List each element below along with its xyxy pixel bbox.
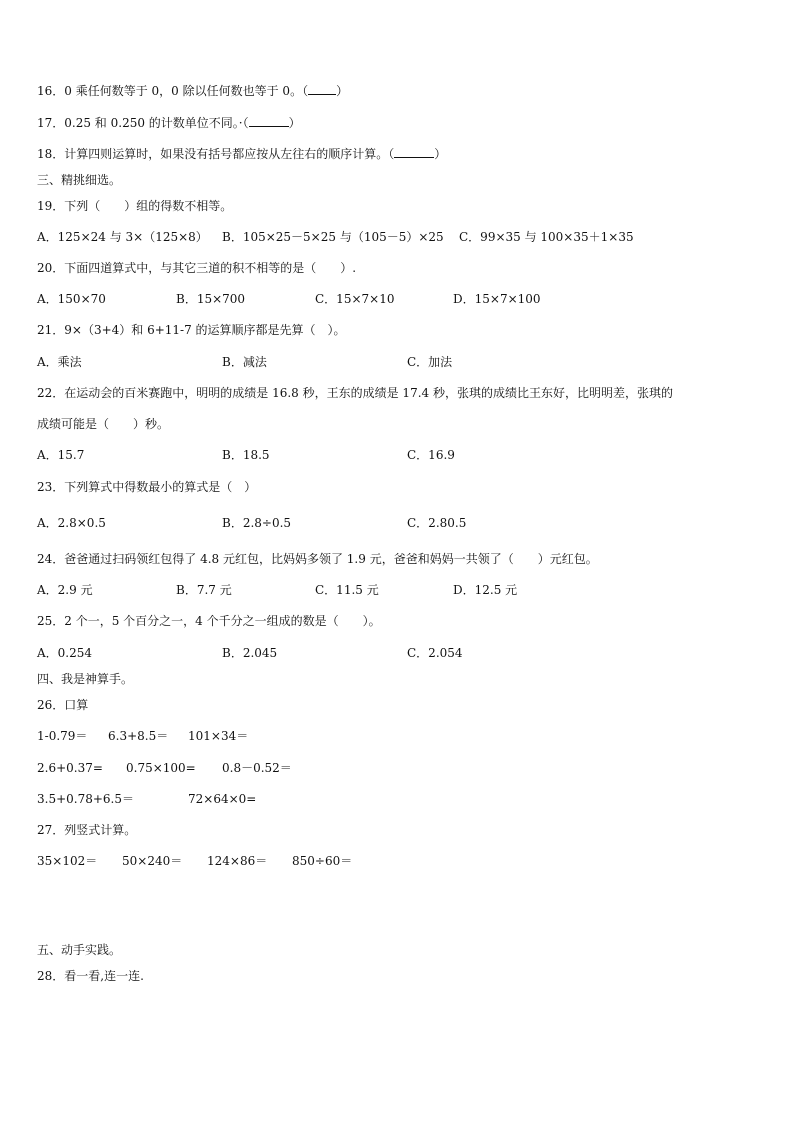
q20-option-d[interactable]: D．15×7×100 <box>453 292 541 306</box>
question-20-stem: 20．下面四道算式中，与其它三道的积不相等的是（ ）. <box>37 261 357 275</box>
question-18-text: 18．计算四则运算时，如果没有括号都应按从左往右的顺序计算。（ <box>37 147 395 161</box>
q24-option-c[interactable]: C．11.5 元 <box>315 583 379 597</box>
answer-blank[interactable] <box>249 115 289 127</box>
q20-option-c[interactable]: C．15×7×10 <box>315 292 395 306</box>
q19-option-b[interactable]: B．105×25－5×25 与（105－5）×25 <box>222 230 444 244</box>
q19-option-a[interactable]: A．125×24 与 3×（125×8） <box>37 230 208 244</box>
q24-option-a[interactable]: A．2.9 元 <box>37 583 93 597</box>
q20-option-b[interactable]: B．15×700 <box>176 292 246 306</box>
q19-option-c[interactable]: C．99×35 与 100×35＋1×35 <box>459 230 634 244</box>
section-5-heading: 五、动手实践。 <box>37 943 122 957</box>
question-22-stem-line1: 22．在运动会的百米赛跑中，明明的成绩是 16.8 秒，王东的成绩是 17.4 秒，张琪的成绩比王东好，比明明差，张琪的 <box>37 386 673 400</box>
q23-option-a[interactable]: A．2.8×0.5 <box>37 516 106 530</box>
q25-option-b[interactable]: B．2.045 <box>222 646 278 660</box>
oral-calc-item: 0.8－0.52＝ <box>222 761 292 775</box>
question-26-stem: 26．口算 <box>37 698 89 712</box>
vertical-calc-item: 35×102＝ <box>37 854 98 868</box>
question-16-close: ） <box>336 84 349 98</box>
question-22-stem-line2: 成绩可能是（ ）秒。 <box>37 417 170 431</box>
q24-option-d[interactable]: D．12.5 元 <box>453 583 518 597</box>
vertical-calc-item: 850÷60＝ <box>292 854 353 868</box>
question-17-close: ） <box>288 116 301 130</box>
q22-option-a[interactable]: A．15.7 <box>37 448 85 462</box>
question-18-close: ） <box>434 147 447 161</box>
question-24-stem: 24．爸爸通过扫码领红包得了 4.8 元红包，比妈妈多领了 1.9 元，爸爸和妈妈一共领了（ ）元红包。 <box>37 552 598 566</box>
q21-option-a[interactable]: A．乘法 <box>37 355 82 369</box>
question-18 <box>37 146 446 162</box>
oral-calc-item: 72×64×0= <box>188 792 257 806</box>
question-17 <box>37 115 301 131</box>
q24-option-b[interactable]: B．7.7 元 <box>176 583 232 597</box>
q21-option-c[interactable]: C．加法 <box>407 355 453 369</box>
question-16 <box>37 83 348 99</box>
q25-option-a[interactable]: A．0.254 <box>37 646 93 660</box>
oral-calc-item: 0.75×100= <box>126 761 196 775</box>
q23-option-c[interactable]: C．2.80.5 <box>407 516 467 530</box>
oral-calc-item: 101×34＝ <box>188 729 249 743</box>
question-17-text: 17．0.25 和 0.250 的计数单位不同。·（ <box>37 116 249 130</box>
q25-option-c[interactable]: C．2.054 <box>407 646 463 660</box>
question-27-stem: 27．列竖式计算。 <box>37 823 137 837</box>
answer-blank[interactable] <box>394 146 434 158</box>
q22-option-c[interactable]: C．16.9 <box>407 448 455 462</box>
question-21-stem: 21．9×（3+4）和 6+11-7 的运算顺序都是先算（ ）。 <box>37 323 346 337</box>
oral-calc-item: 6.3+8.5＝ <box>108 729 169 743</box>
oral-calc-item: 3.5+0.78+6.5＝ <box>37 792 134 806</box>
question-23-stem: 23．下列算式中得数最小的算式是（ ） <box>37 480 257 494</box>
oral-calc-item: 1-0.79＝ <box>37 729 88 743</box>
question-16-text: 16．0 乘任何数等于 0，0 除以任何数也等于 0。（ <box>37 84 309 98</box>
section-4-heading: 四、我是神算手。 <box>37 672 134 686</box>
section-3-heading: 三、精挑细选。 <box>37 173 122 187</box>
vertical-calc-item: 50×240＝ <box>122 854 183 868</box>
q21-option-b[interactable]: B．减法 <box>222 355 267 369</box>
q22-option-b[interactable]: B．18.5 <box>222 448 270 462</box>
q23-option-b[interactable]: B．2.8÷0.5 <box>222 516 292 530</box>
oral-calc-item: 2.6+0.37= <box>37 761 103 775</box>
q20-option-a[interactable]: A．150×70 <box>37 292 106 306</box>
question-28-stem: 28．看一看,连一连. <box>37 969 144 983</box>
question-19-stem: 19．下列（ ）组的得数不相等。 <box>37 199 233 213</box>
question-25-stem: 25．2 个一，5 个百分之一，4 个千分之一组成的数是（ ）。 <box>37 614 381 628</box>
answer-blank[interactable] <box>308 83 336 95</box>
vertical-calc-item: 124×86＝ <box>207 854 268 868</box>
